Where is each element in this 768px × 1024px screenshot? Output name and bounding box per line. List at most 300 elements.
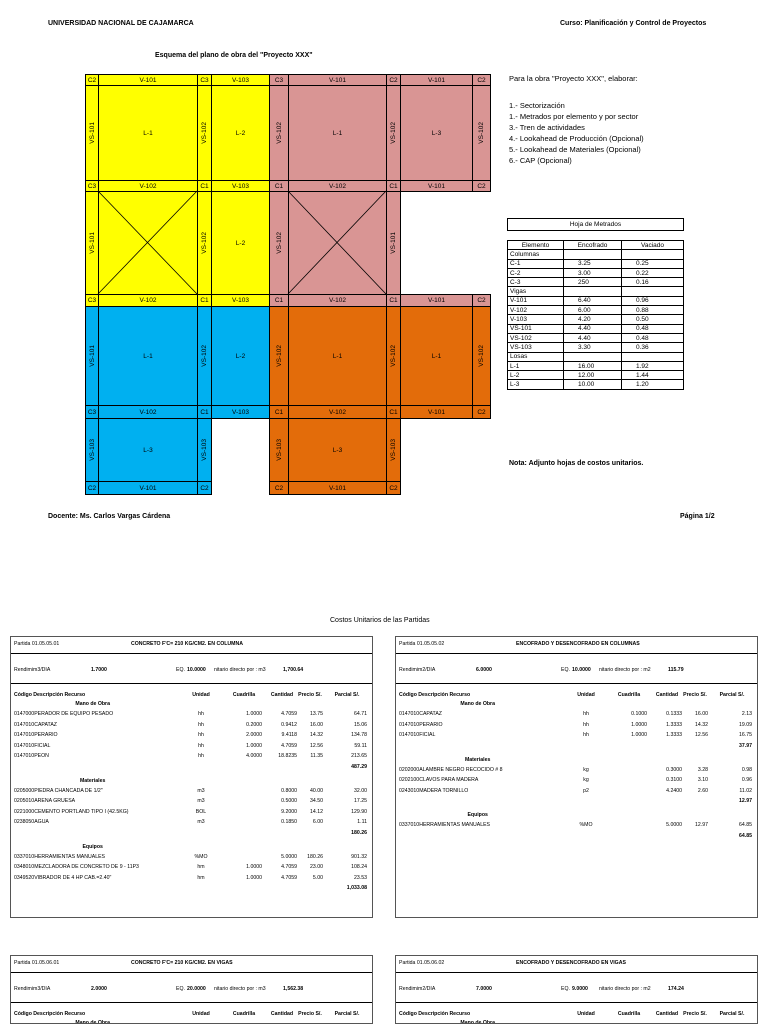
costos-title: Costos Unitarios de las Partidas — [330, 617, 430, 624]
task-item: 1.- Sectorización — [509, 101, 565, 110]
resource-cantidad: 0.9412 — [281, 721, 297, 728]
university-name: UNIVERSIDAD NACIONAL DE CAJAMARCA — [48, 20, 194, 27]
metrados-cell: 3.25 — [564, 259, 622, 268]
metrados-cell: V-102 — [508, 306, 564, 315]
plan-c2: C2 — [472, 294, 491, 307]
plan-c3: C3 — [85, 294, 99, 307]
plan-c2: C2 — [85, 481, 99, 495]
metrados-cell: C-2 — [508, 268, 564, 277]
plan-c1: C1 — [269, 294, 289, 307]
divider — [396, 972, 757, 973]
col-header: Código Descripción Recurso — [399, 692, 471, 698]
resource-desc: 0147010FICIAL — [399, 732, 436, 738]
resource-desc: 0147010PERARIO — [14, 732, 58, 738]
resource-parcial: 129.90 — [351, 808, 367, 815]
resource-unit: m3 — [197, 798, 205, 804]
divider — [11, 972, 372, 973]
resource-cuadrilla: 1.0000 — [631, 732, 647, 738]
metrados-cell: L-3 — [508, 380, 564, 389]
section-title: Materiales — [79, 777, 106, 784]
resource-unit: hm — [197, 864, 205, 870]
resource-unit: %MO — [194, 853, 208, 860]
section-subtotal: 64.85 — [739, 832, 752, 839]
plan-c2: C2 — [197, 481, 212, 495]
resource-desc: 0205010ARENA GRUESA — [14, 798, 76, 804]
resource-parcial: 901.32 — [351, 853, 367, 860]
plan-l2: L-2 — [211, 306, 270, 406]
resource-parcial: 59.11 — [354, 742, 367, 749]
costo-value: 115.79 — [668, 667, 684, 673]
plan-l1: L-1 — [288, 306, 387, 406]
section-title: Mano de Obra — [75, 1020, 110, 1024]
resource-unit: hm — [197, 874, 205, 881]
section-title: Equipos — [82, 843, 103, 850]
plan-c3: C3 — [197, 74, 212, 86]
plan-v101: V-101 — [98, 481, 198, 495]
resource-unit: BOL — [195, 808, 207, 815]
col-header: Cantidad — [270, 1011, 294, 1017]
resource-unit: hh — [198, 732, 204, 738]
section-subtotal: 487.29 — [351, 763, 367, 770]
resource-precio: 13.75 — [310, 711, 323, 717]
resource-unit: hh — [583, 711, 589, 717]
rend-label: Rendimim2/DIA — [399, 986, 436, 992]
metrados-cell — [622, 352, 684, 361]
metrados-cell: 4.20 — [564, 315, 622, 324]
metrados-header: Vaciado — [622, 241, 684, 250]
plan-vs103: VS-103 — [386, 418, 401, 482]
plan-l3: L-3 — [98, 418, 198, 482]
task-item: 3.- Tren de actividades — [509, 123, 585, 132]
resource-precio: 12.56 — [310, 742, 323, 749]
plan-vs102: VS-102 — [269, 85, 289, 181]
resource-precio: 6.00 — [312, 819, 323, 825]
costo-value: 1,700.64 — [283, 667, 304, 673]
eq-label: EQ. — [561, 986, 570, 992]
resource-precio: 23.00 — [310, 864, 323, 870]
col-header: Parcial S/. — [334, 1011, 360, 1017]
plan-v101: V-101 — [400, 74, 473, 86]
resource-unit: hh — [198, 753, 204, 759]
resource-unit: hh — [198, 721, 204, 728]
resource-parcial: 108.24 — [351, 864, 367, 870]
metrados-cell: C-1 — [508, 259, 564, 268]
resource-precio: 40.00 — [310, 787, 323, 794]
col-header: Cuadrilla — [617, 692, 641, 698]
cost-box — [395, 955, 758, 1024]
rend-value: 6.0000 — [476, 667, 492, 673]
plan-v102: V-102 — [98, 180, 198, 192]
task-item: 5.- Lookahead de Materiales (Opcional) — [509, 145, 641, 154]
plan-v102: V-102 — [98, 405, 198, 419]
metrados-cell: 4.40 — [564, 324, 622, 333]
resource-cantidad: 0.5000 — [281, 798, 297, 804]
metrados-cell: 12.00 — [564, 371, 622, 380]
plan-c2: C2 — [85, 74, 99, 86]
resource-unit: hh — [583, 732, 589, 738]
resource-cuadrilla: 1.0000 — [246, 864, 262, 870]
resource-precio: 34.50 — [310, 798, 323, 804]
costo-value: 174.24 — [668, 986, 684, 992]
metrados-cell: 0.50 — [622, 315, 684, 324]
plan-l1: L-1 — [288, 85, 387, 181]
resource-unit: %MO — [579, 822, 593, 828]
metrados-row — [508, 259, 684, 268]
col-header: Unidad — [192, 692, 210, 698]
metrados-cell: 0.25 — [622, 259, 684, 268]
metrados-row — [508, 343, 684, 352]
resource-cantidad: 1.3333 — [666, 732, 682, 738]
resource-desc: 0337010HERRAMIENTAS MANUALES — [399, 822, 491, 828]
metrados-cell — [622, 250, 684, 259]
plan-vs101: VS-101 — [85, 85, 99, 181]
resource-desc: 0147010CAPATAZ — [399, 711, 442, 717]
plan-v103: V-103 — [211, 180, 270, 192]
resource-cuadrilla: 2.0000 — [246, 732, 262, 738]
section-title: Equipos — [467, 812, 488, 818]
resource-cantidad: 4.7059 — [281, 711, 297, 717]
divider — [396, 683, 757, 684]
resource-precio: 2.60 — [697, 787, 708, 794]
plan-c3: C3 — [85, 405, 99, 419]
section-title: Mano de Obra — [460, 701, 495, 707]
metrados-cell: 4.40 — [564, 333, 622, 342]
plan-vs102: VS-102 — [269, 191, 289, 295]
resource-desc: 0147010PERARIO — [399, 721, 443, 728]
plan-l2: L-2 — [211, 85, 270, 181]
section-title: Mano de Obra — [460, 1020, 495, 1024]
resource-precio: 12.97 — [695, 822, 708, 828]
plan-l3: L-3 — [400, 85, 473, 181]
metrados-cell: 0.16 — [622, 278, 684, 287]
resource-precio: 3.10 — [697, 777, 708, 783]
resource-desc: 0202000ALAMBRE NEGRO RECOCIDO # 8 — [399, 766, 503, 773]
col-header: Parcial S/. — [719, 1011, 745, 1017]
resource-parcial: 17.25 — [354, 798, 367, 804]
resource-desc: 0349520VIBRADOR DE 4 HP CAB.=2.40" — [14, 874, 112, 881]
plan-l1: L-1 — [400, 306, 473, 406]
metrados-cell: 6.40 — [564, 296, 622, 305]
plan-v101: V-101 — [400, 180, 473, 192]
resource-parcial: 134.78 — [351, 732, 367, 738]
col-header: Cuadrilla — [617, 1011, 641, 1017]
col-header: Código Descripción Recurso — [14, 1011, 86, 1017]
metrados-header: Encofrado — [564, 241, 622, 250]
plan-c1: C1 — [269, 405, 289, 419]
resource-cantidad: 0.3100 — [666, 777, 682, 783]
col-header: Precio S/. — [683, 1011, 707, 1017]
plan-c1: C1 — [269, 180, 289, 192]
resource-cantidad: 5.0000 — [281, 853, 297, 860]
section-subtotal: 1,033.08 — [346, 885, 367, 891]
col-header: Unidad — [577, 692, 595, 698]
col-header: Precio S/. — [298, 1011, 322, 1017]
metrados-cell: C-3 — [508, 278, 564, 287]
section-subtotal: 180.26 — [351, 829, 367, 836]
resource-parcial: 64.85 — [739, 822, 752, 828]
partida-code: Partida 01.05.05.02 — [399, 641, 445, 647]
metrados-cell: 250 — [564, 278, 622, 287]
metrados-cell: VS-101 — [508, 324, 564, 333]
resource-cuadrilla: 1.0000 — [631, 721, 647, 728]
plan-title: Esquema del plano de obra del "Proyecto XXX" — [155, 52, 313, 59]
resource-unit: hh — [198, 742, 204, 749]
metrados-cell: 1.92 — [622, 361, 684, 370]
resource-precio: 14.12 — [310, 808, 323, 815]
task-item: 6.- CAP (Opcional) — [509, 156, 572, 165]
course-name: Curso: Planificación y Control de Proyectos — [560, 20, 707, 27]
resource-precio: 5.00 — [312, 874, 323, 881]
metrados-row — [508, 333, 684, 342]
plan-vs101: VS-101 — [85, 191, 99, 295]
partida-desc: ENCOFRADO Y DESENCOFRADO EN COLUMNAS — [516, 641, 640, 647]
metrados-cell: 6.00 — [564, 306, 622, 315]
resource-cantidad: 9.2000 — [281, 808, 297, 815]
plan-l3: L-3 — [288, 418, 387, 482]
task-item: 1.- Metrados por elemento y por sector — [509, 112, 639, 121]
resource-parcial: 11.02 — [739, 787, 752, 794]
eq-value: 9.0000 — [572, 986, 588, 992]
plan-v101: V-101 — [400, 294, 473, 307]
plan-l2: L-2 — [211, 191, 270, 295]
col-header: Cuadrilla — [232, 692, 256, 698]
tasks-list — [509, 100, 644, 166]
plan-c1: C1 — [197, 294, 212, 307]
plan-c2: C2 — [472, 405, 491, 419]
metrados-row — [508, 287, 684, 296]
resource-cuadrilla: 1.0000 — [246, 711, 262, 717]
resource-desc: 0147010PEON — [14, 753, 49, 759]
plan-v101: V-101 — [400, 405, 473, 419]
metrados-note: Nota: Adjunto hojas de costos unitarios. — [509, 460, 644, 467]
resource-desc: 0348010MEZCLADORA DE CONCRETO DE 9 - 11P3 — [14, 864, 139, 870]
partida-code: Partida 01.05.06.02 — [399, 960, 445, 966]
metrados-cell: 16.00 — [564, 361, 622, 370]
metrados-cell: 10.00 — [564, 380, 622, 389]
resource-desc: 0147010CAPATAZ — [14, 721, 57, 728]
divider — [396, 653, 757, 654]
plan-vs102: VS-102 — [197, 191, 212, 295]
metrados-cell — [564, 287, 622, 296]
resource-unit: p2 — [583, 787, 589, 794]
col-header: Cantidad — [270, 692, 294, 698]
plan-vs102: VS-102 — [269, 306, 289, 406]
metrados-row — [508, 380, 684, 389]
resource-desc: 0238050AGUA — [14, 819, 49, 825]
eq-label: EQ. — [176, 667, 185, 673]
metrados-header: Elemento — [508, 241, 564, 250]
resource-precio: 12.56 — [695, 732, 708, 738]
resource-cantidad: 18.8235 — [278, 753, 297, 759]
col-header: Parcial S/. — [334, 692, 360, 698]
plan-v103: V-103 — [211, 294, 270, 307]
plan-c1: C1 — [386, 180, 401, 192]
metrados-row — [508, 371, 684, 380]
metrados-cell: L-1 — [508, 361, 564, 370]
resource-precio: 180.26 — [307, 853, 323, 860]
resource-parcial: 213.65 — [351, 753, 367, 759]
metrados-row — [508, 324, 684, 333]
resource-cantidad: 0.1850 — [281, 819, 297, 825]
resource-precio: 11.35 — [310, 753, 323, 759]
metrados-table — [507, 218, 684, 390]
plan-vs101: VS-101 — [386, 191, 401, 295]
metrados-cell: 0.88 — [622, 306, 684, 315]
resource-unit: hh — [198, 711, 204, 717]
plan-vs102: VS-102 — [197, 306, 212, 406]
resource-parcial: 2.13 — [741, 711, 752, 717]
rend-label: Rendimim3/DIA — [14, 986, 51, 992]
rend-value: 2.0000 — [91, 986, 107, 992]
col-header: Cantidad — [655, 692, 679, 698]
partida-desc: CONCRETO F'C= 210 KG/CM2. EN VIGAS — [131, 960, 233, 966]
plan-c1: C1 — [197, 405, 212, 419]
section-title: Mano de Obra — [75, 701, 110, 707]
metrados-cell: VS-102 — [508, 333, 564, 342]
plan-vs102: VS-102 — [386, 85, 401, 181]
plan-c2: C2 — [386, 481, 401, 495]
plan-l1: L-1 — [98, 85, 198, 181]
resource-precio: 14.32 — [310, 732, 323, 738]
col-header: Código Descripción Recurso — [14, 692, 86, 698]
resource-unit: kg — [583, 766, 589, 773]
resource-cuadrilla: 4.0000 — [246, 753, 262, 759]
plan-vs102: VS-102 — [386, 306, 401, 406]
plan-c2: C2 — [472, 180, 491, 192]
resource-parcial: 64.71 — [354, 711, 367, 717]
metrados-row — [508, 306, 684, 315]
metrados-row — [508, 296, 684, 305]
resource-parcial: 19.09 — [739, 721, 752, 728]
resource-cuadrilla: 0.2000 — [246, 721, 262, 728]
resource-precio: 14.32 — [695, 721, 708, 728]
col-header: Parcial S/. — [719, 692, 745, 698]
resource-precio: 16.00 — [310, 721, 323, 728]
metrados-cell: Losas — [508, 352, 564, 361]
metrados-cell: 3.00 — [564, 268, 622, 277]
plan-v102: V-102 — [288, 294, 387, 307]
resource-parcial: 0.96 — [741, 777, 752, 783]
resource-cantidad: 9.4118 — [281, 732, 297, 738]
metrados-cell: VS-103 — [508, 343, 564, 352]
resource-desc: 0147010FICIAL — [14, 742, 51, 749]
plan-c2: C2 — [472, 74, 491, 86]
metrados-cell — [622, 287, 684, 296]
resource-parcial: 16.75 — [739, 732, 752, 738]
divider — [396, 1002, 757, 1003]
metrados-row — [508, 268, 684, 277]
resource-desc: 0243010MADERA TORNILLO — [399, 787, 469, 794]
metrados-cell: 0.36 — [622, 343, 684, 352]
metrados-row — [508, 352, 684, 361]
metrados-cell — [564, 250, 622, 259]
col-header: Cuadrilla — [232, 1011, 256, 1017]
metrados-cell: Columnas — [508, 250, 564, 259]
resource-desc: 0202100CLAVOS PARA MADERA — [399, 777, 479, 783]
resource-parcial: 23.53 — [354, 874, 367, 881]
col-header: Código Descripción Recurso — [399, 1011, 471, 1017]
metrados-cell: 0.48 — [622, 333, 684, 342]
plan-v101: V-101 — [288, 74, 387, 86]
plan-vs102: VS-102 — [472, 85, 491, 181]
resource-cantidad: 4.7059 — [281, 864, 297, 870]
plan-v103: V-103 — [211, 74, 270, 86]
rend-value: 7.0000 — [476, 986, 492, 992]
eq-value: 10.0000 — [572, 667, 591, 673]
metrados-row — [508, 315, 684, 324]
eq-value: 10.0000 — [187, 667, 206, 673]
plan-vs101: VS-101 — [85, 306, 99, 406]
resource-unit: hh — [583, 721, 589, 728]
plan-c1: C1 — [386, 294, 401, 307]
col-header: Cantidad — [655, 1011, 679, 1017]
plan-c1: C1 — [197, 180, 212, 192]
section-subtotal: 12.97 — [739, 798, 752, 804]
metrados-cell: 1.44 — [622, 371, 684, 380]
plan-v102: V-102 — [98, 294, 198, 307]
resource-parcial: 32.00 — [354, 787, 367, 794]
resource-desc: 0205000PIEDRA CHANCADA DE 1/2" — [14, 787, 103, 794]
metrados-row — [508, 278, 684, 287]
plan-vs103: VS-103 — [197, 418, 212, 482]
col-header: Unidad — [577, 1011, 595, 1017]
partida-desc: ENCOFRADO Y DESENCOFRADO EN VIGAS — [516, 960, 626, 966]
metrados-cell — [564, 352, 622, 361]
rend-label: Rendimim2/DIA — [399, 667, 436, 673]
eq-value: 20.0000 — [187, 986, 206, 992]
eq-label: EQ. — [561, 667, 570, 673]
task-item: 4.- Lookahead de Producción (Opcional) — [509, 134, 644, 143]
resource-cantidad: 4.7059 — [281, 874, 297, 881]
tasks-intro: Para la obra "Proyecto XXX", elaborar: — [509, 74, 638, 83]
metrados-cell: 0.22 — [622, 268, 684, 277]
resource-cuadrilla: 1.0000 — [246, 874, 262, 881]
costo-label: nitario directo por : m3 — [214, 986, 266, 992]
resource-cantidad: 0.3000 — [666, 766, 682, 773]
metrados-cell: V-101 — [508, 296, 564, 305]
resource-desc: 0337010HERRAMIENTAS MANUALES — [14, 853, 106, 860]
plan-c3: C3 — [85, 180, 99, 192]
section-title: Materiales — [464, 756, 491, 763]
metrados-title: Hoja de Metrados — [508, 219, 684, 231]
docente: Docente: Ms. Carlos Vargas Cárdena — [48, 513, 171, 520]
resource-unit: m3 — [197, 819, 205, 825]
plan-c2: C2 — [386, 74, 401, 86]
metrados-cell: 0.96 — [622, 296, 684, 305]
resource-cuadrilla: 0.1000 — [631, 711, 647, 717]
resource-cuadrilla: 1.0000 — [246, 742, 262, 749]
resource-parcial: 1.11 — [357, 819, 367, 825]
rend-value: 1.7000 — [91, 667, 107, 673]
divider — [11, 653, 372, 654]
costo-label: nitario directo por : m3 — [214, 667, 266, 673]
resource-cantidad: 5.0000 — [666, 822, 682, 828]
col-header: Precio S/. — [298, 692, 322, 698]
divider — [11, 1002, 372, 1003]
plan-vs103: VS-103 — [85, 418, 99, 482]
resource-parcial: 0.98 — [741, 766, 752, 773]
resource-parcial: 15.06 — [354, 721, 367, 728]
resource-unit: m3 — [197, 787, 205, 794]
metrados-cell: V-103 — [508, 315, 564, 324]
resource-cantidad: 0.8000 — [281, 787, 297, 794]
resource-desc: 0147000PERADOR DE EQUIPO PESADO — [14, 711, 114, 717]
plan-v102: V-102 — [288, 405, 387, 419]
costo-label: nitario directo por : m2 — [599, 986, 651, 992]
partida-code: Partida 01.05.05.01 — [14, 641, 60, 647]
costo-label: nitario directo por : m2 — [599, 667, 651, 673]
resource-cantidad: 4.7059 — [281, 742, 297, 749]
